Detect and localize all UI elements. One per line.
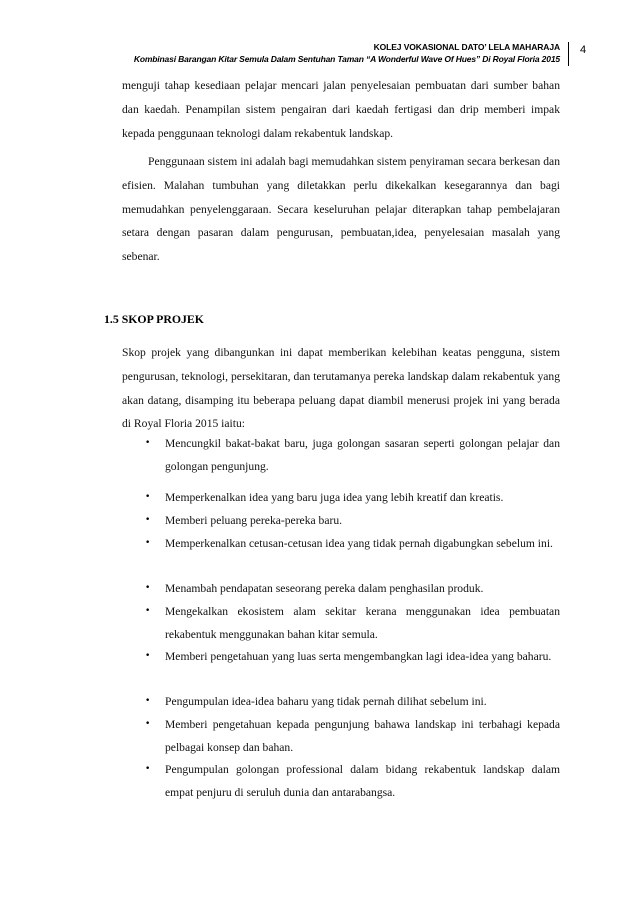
header-divider — [568, 42, 569, 66]
bullet-icon: • — [145, 696, 151, 706]
list-item-text: Mencungkil bakat-bakat baru, juga golongan sasaran seperti golongan pelajar dan golongan pengunjung. — [165, 437, 560, 474]
bullet-icon: • — [145, 719, 151, 729]
page-number: 4 — [580, 44, 587, 56]
list-item-text: Memberi pengetahuan yang luas serta mengembangkan lagi idea-idea yang baharu. — [165, 650, 552, 663]
bullet-icon: • — [145, 606, 151, 616]
bullet-icon: • — [145, 515, 151, 525]
list-item-text: Memperkenalkan cetusan-cetusan idea yang tidak pernah digabungkan sebelum ini. — [165, 537, 553, 550]
bullet-icon: • — [145, 438, 151, 448]
paragraph-3: Skop projek yang dibangunkan ini dapat memberikan kelebihan keatas pengguna, sistem pengurusan, teknologi, persekitaran, dan terutamanya pereka landskap dalam rekabentuk yang akan datang, disamping itu beberapa peluang dapat diambil menerusi projek ini yang berada di Royal Floria 2015 iaitu: — [122, 346, 560, 431]
bullet-icon: • — [145, 538, 151, 548]
header-school-name: KOLEJ VOKASIONAL DATO’ LELA MAHARAJA — [373, 42, 560, 52]
list-item-text: Pengumpulan golongan professional dalam bidang rekabentuk landskap dalam empat penjuru di seruluh dunia dan antarabangsa. — [165, 763, 560, 800]
list-item-text: Memperkenalkan idea yang baru juga idea yang lebih kreatif dan kreatis. — [165, 491, 504, 504]
header-project-title: Kombinasi Barangan Kitar Semula Dalam Sentuhan Taman “A Wonderful Wave Of Hues” Di Royal Floria 2015 — [133, 54, 560, 64]
paragraph-1: menguji tahap kesediaan pelajar mencari jalan penyelesaian pembuatan dari sumber bahan dan kaedah. Penampilan sistem pengairan dari kaedah fertigasi dan drip memberi impak kepada penggunaan teknologi dalam rekabentuk landskap. — [122, 79, 560, 140]
list-item-text: Menambah pendapatan seseorang pereka dalam penghasilan produk. — [165, 582, 484, 595]
bullet-icon: • — [145, 764, 151, 774]
bullet-icon: • — [145, 492, 151, 502]
list-item-text: Memberi pengetahuan kepada pengunjung bahawa landskap ini terbahagi kepada pelbagai konsep dan bahan. — [165, 718, 560, 755]
section-heading: 1.5 SKOP PROJEK — [104, 312, 204, 326]
list-item-text: Memberi peluang pereka-pereka baru. — [165, 514, 343, 527]
bullet-icon: • — [145, 651, 151, 661]
paragraph-2 — [122, 150, 560, 269]
paragraph-2-text: Penggunaan sistem ini adalah bagi memudahkan sistem penyiraman secara berkesan dan efisien. Malahan tumbuhan yang diletakkan perlu dikekalkan kesegarannya dan bagi memudahkan penyelenggaraan. Secara keseluruhan pelajar diterapkan tahap pembelajaran setara dengan pasaran dalam pengurusan, pembuatan,idea, penyelesaian masalah yang sebenar. — [122, 155, 560, 264]
list-item-text: Mengekalkan ekosistem alam sekitar kerana menggunakan idea pembuatan rekabentuk menggunakan bahan kitar semula. — [165, 605, 560, 642]
list-item-text: Pengumpulan idea-idea baharu yang tidak pernah dilihat sebelum ini. — [165, 695, 487, 708]
page-header — [0, 42, 638, 72]
bullet-icon: • — [145, 583, 151, 593]
